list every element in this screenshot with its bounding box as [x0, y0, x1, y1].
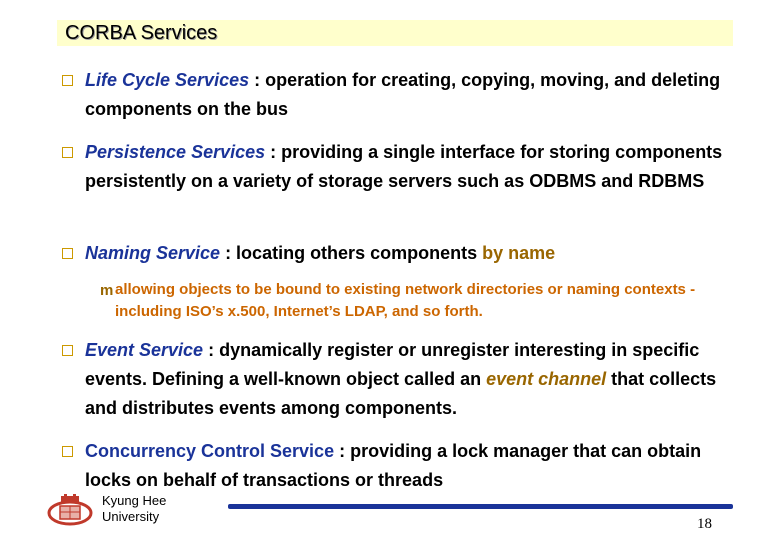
bullet-box-icon — [62, 345, 73, 356]
bullet-accent: by name — [482, 243, 556, 263]
university-logo-icon — [47, 494, 93, 526]
footer-divider — [228, 504, 733, 509]
sub-bullet-marker-icon: m — [100, 282, 114, 299]
bullet-desc: : locating others components — [220, 243, 483, 263]
bullet-concurrency — [62, 437, 752, 495]
bullet-box-icon — [62, 248, 73, 259]
bullet-event — [62, 336, 752, 423]
university-name — [102, 493, 166, 525]
bullet-box-icon — [62, 446, 73, 457]
bullet-desc: : dynamically register or unregister interesting in specific events. Defining a well-known object called an — [85, 340, 700, 389]
bullet-box-icon — [62, 75, 73, 86]
university-line-1: Kyung Hee — [102, 493, 167, 508]
university-line-2: University — [102, 509, 160, 524]
bullet-desc: : providing a single interface for storing components persistently on a variety of storage servers such as ODBMS and RDBMS — [85, 142, 723, 191]
bullet-desc: : providing a lock manager that can obtain locks on behalf of transactions or threads — [85, 441, 702, 490]
bullet-term: Persistence Services — [85, 142, 266, 162]
slide-title: CORBA Services — [65, 22, 218, 44]
title-bar — [57, 20, 733, 46]
bullet-term: Event Service — [85, 340, 204, 360]
bullet-accent-term: event channel — [486, 369, 607, 389]
bullet-term: Life Cycle Services — [85, 70, 250, 90]
bullet-desc-tail: that collects and distributes events among components. — [85, 369, 717, 418]
bullet-term: Concurrency Control Service — [85, 441, 335, 461]
sub-bullet-text: allowing objects to be bound to existing network directories or naming contexts - including ISO’s x.500, Internet’s LDAP, and so forth. — [115, 281, 696, 320]
bullet-persistence — [62, 138, 752, 196]
page-number: 18 — [697, 516, 712, 532]
bullet-naming — [62, 239, 752, 268]
bullet-life-cycle — [62, 66, 752, 124]
bullet-desc: : operation for creating, copying, moving, and deleting components on the bus — [85, 70, 721, 119]
bullet-term: Naming Service — [85, 243, 221, 263]
sub-bullet-naming — [100, 279, 740, 323]
bullet-box-icon — [62, 147, 73, 158]
